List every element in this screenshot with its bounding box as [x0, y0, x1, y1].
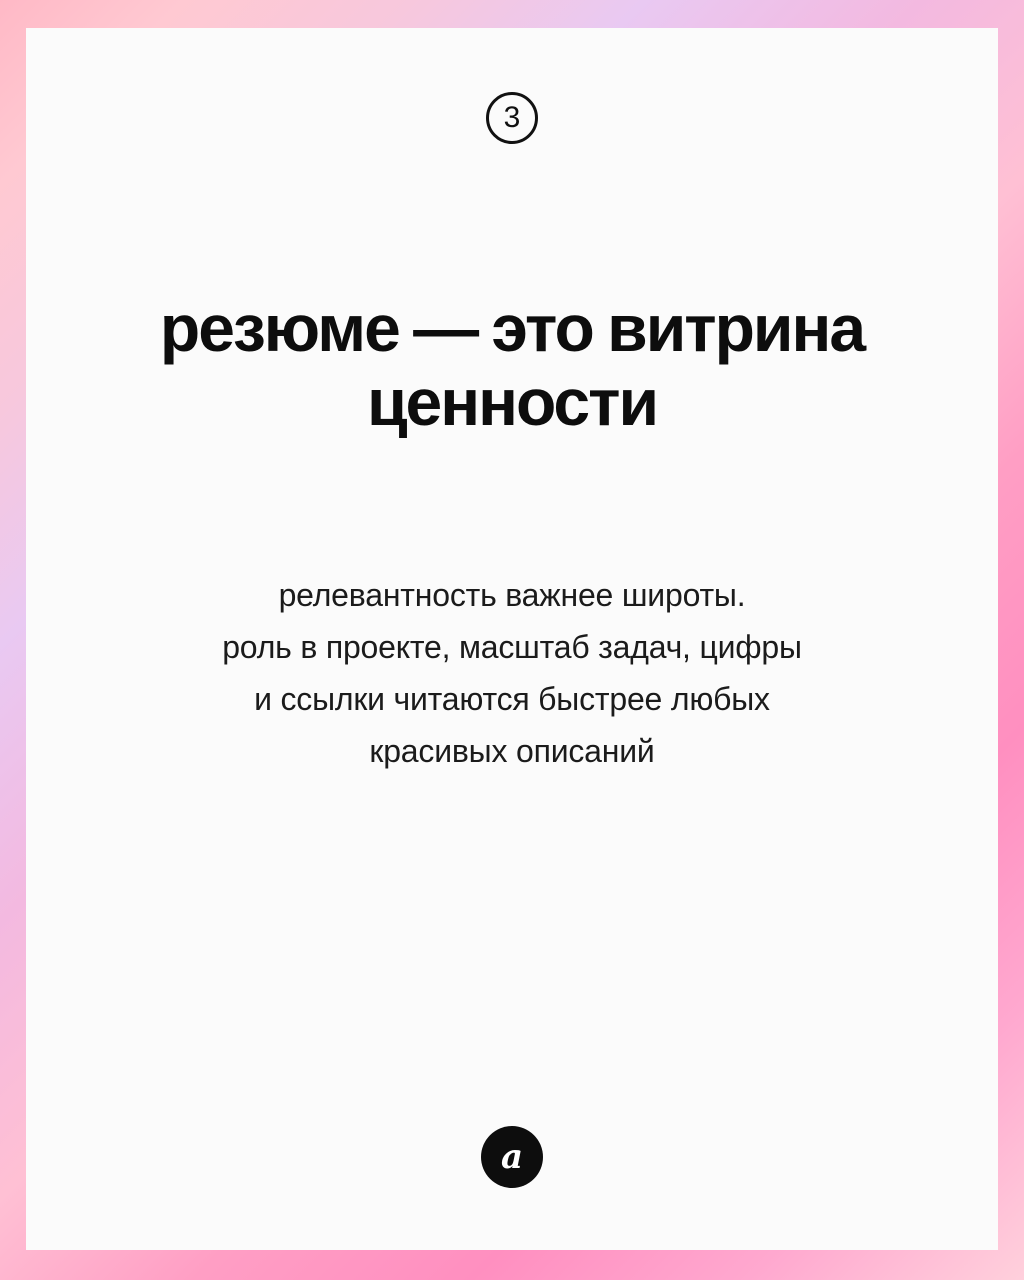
body-line: релевантность важнее широты.: [278, 577, 746, 614]
body-text: [132, 570, 892, 777]
slide-card: [26, 28, 998, 1250]
step-number-label: 3: [503, 101, 521, 134]
body-line: роль в проекте, масштаб задач, цифры: [222, 628, 802, 665]
body-line: красивых описаний: [369, 732, 655, 769]
brand-logo-letter: a: [500, 1137, 524, 1177]
body-line: и ссылки читаются быстрее любых: [254, 680, 770, 717]
brand-logo: [481, 1126, 543, 1188]
step-number-badge: [486, 92, 538, 144]
page-title: резюме — это витрина ценности: [159, 291, 865, 439]
